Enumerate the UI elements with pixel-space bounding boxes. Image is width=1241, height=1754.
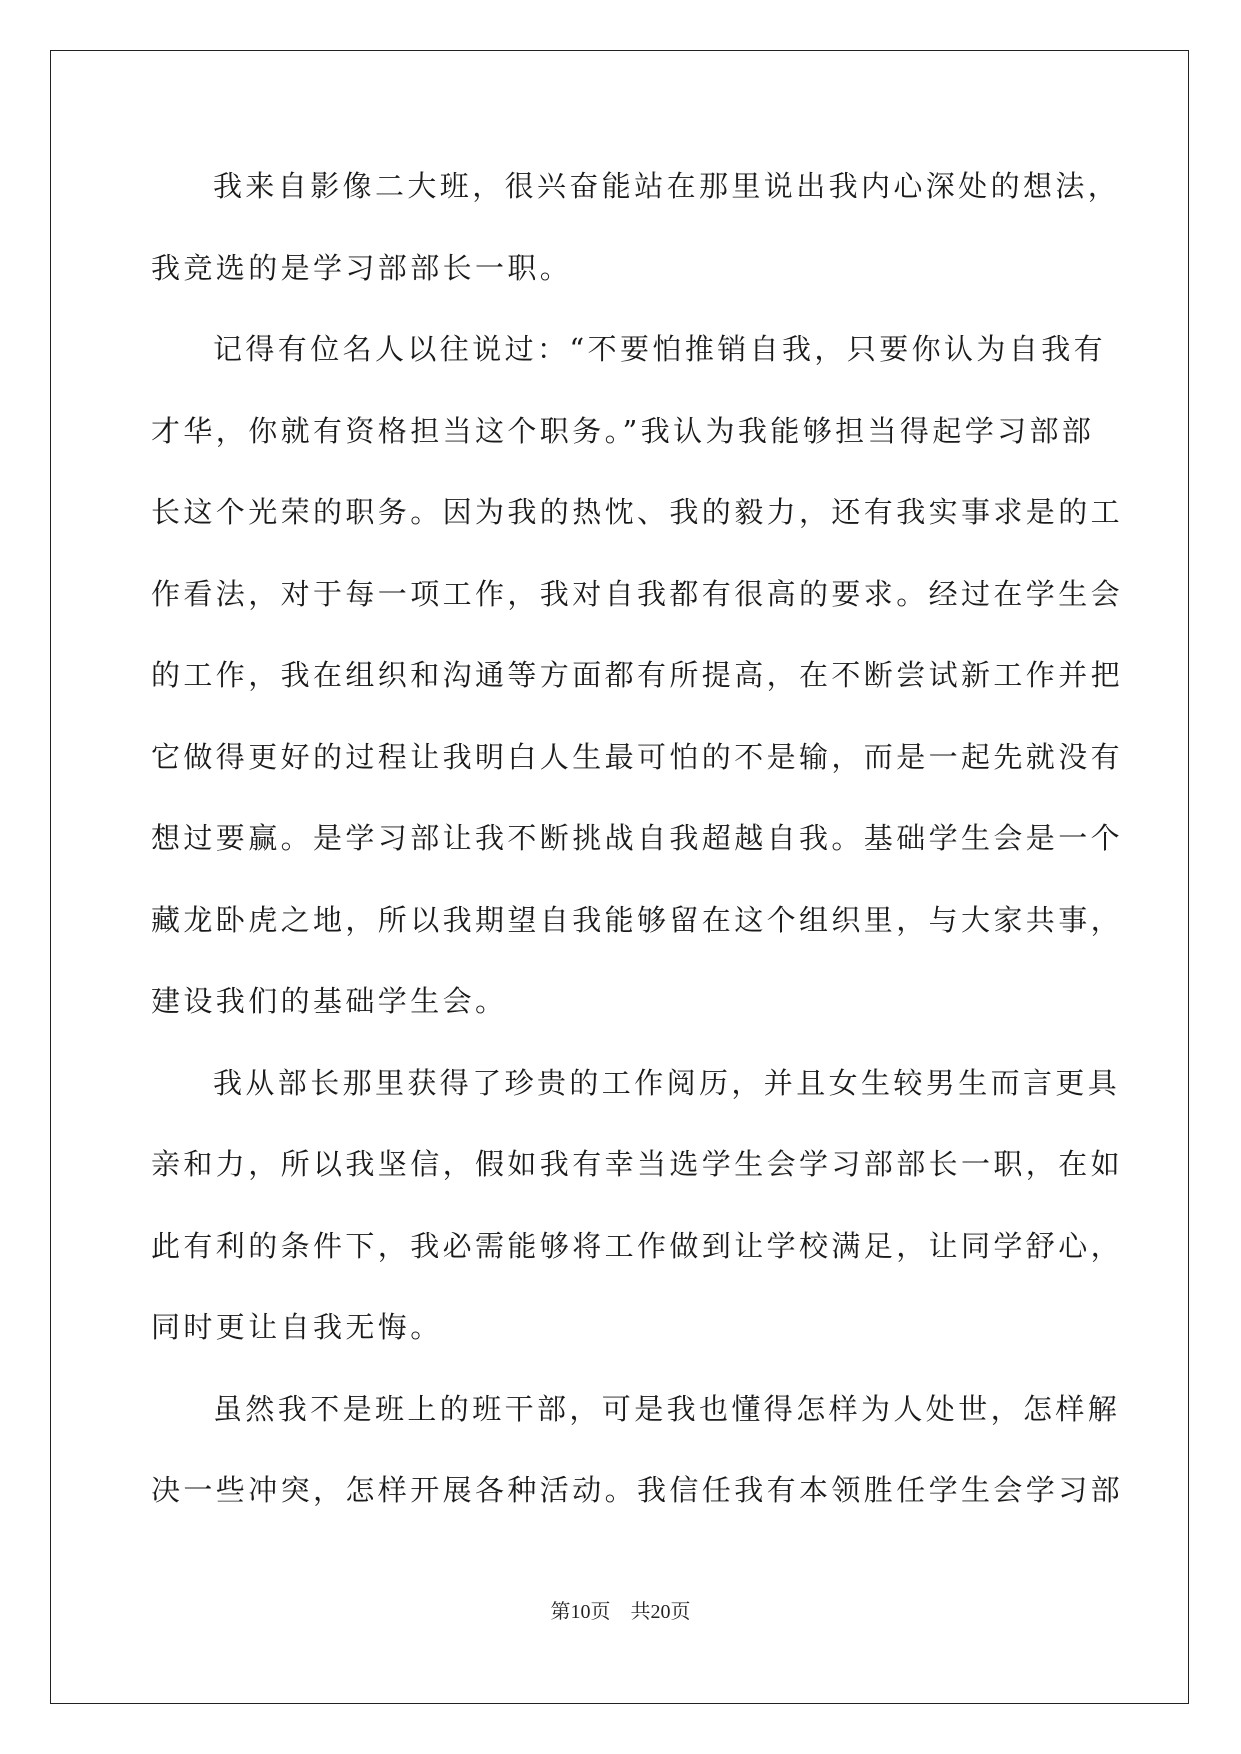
text-line: 同时更让自我无悔。 [151,1310,443,1344]
text-line: 长这个光荣的职务。因为我的热忱、我的毅力，还有我实事求是的工 [151,495,1124,529]
text-line: 记得有位名人以往说过：“不要怕推销自我，只要你认为自我有 [213,332,1107,366]
page-number-footer: 第10页 共20页 [550,1601,691,1623]
text-line: 想过要赢。是学习部让我不断挑战自我超越自我。基础学生会是一个 [151,821,1124,855]
text-line: 的工作，我在组织和沟通等方面都有所提高，在不断尝试新工作并把 [151,658,1124,692]
text-line: 亲和力，所以我坚信，假如我有幸当选学生会学习部部长一职，在如 [151,1147,1124,1181]
text-line: 作看法，对于每一项工作，我对自我都有很高的要求。经过在学生会 [151,576,1124,611]
text-line: 藏龙卧虎之地，所以我期望自我能够留在这个组织里，与大家共事， [151,902,1124,937]
text-line: 才华，你就有资格担当这个职务。”我认为我能够担当得起学习部部 [151,413,1095,448]
text-line: 决一些冲突，怎样开展各种活动。我信任我有本领胜任学生会学习部 [151,1473,1124,1507]
text-line: 我从部长那里获得了珍贵的工作阅历，并且女生较男生而言更具 [213,1065,1121,1100]
text-line: 我竞选的是学习部部长一职。 [151,250,573,285]
text-line: 我来自影像二大班，很兴奋能站在那里说出我内心深处的想法， [213,169,1121,203]
document-body [151,160,1124,1546]
text-line: 此有利的条件下，我必需能够将工作做到让学校满足，让同学舒心， [151,1228,1124,1263]
text-line: 虽然我不是班上的班干部，可是我也懂得怎样为人处世，怎样解 [213,1391,1121,1426]
text-line: 建设我们的基础学生会。 [151,984,508,1018]
text-line: 它做得更好的过程让我明白人生最可怕的不是输，而是一起先就没有 [151,739,1124,774]
